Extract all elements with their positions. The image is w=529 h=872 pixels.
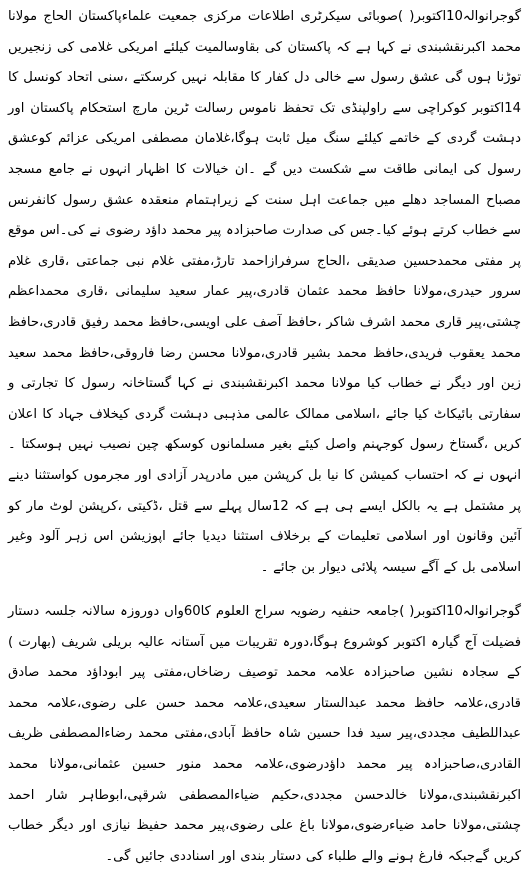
news-article-jamia-jalsa	[8, 597, 521, 872]
article-body: صوبائی سیکرٹری اطلاعات مرکزی جمعیت علماءپاکستان الحاج مولانا محمد اکبرنقشبندی نے کہا ہے کہ پاکستان کی بقاوسالمیت کیلئے امریکی غلامی کی زنجیریں توڑنا ہوں گی عشق رسول سے خالی دل کفار کا مقابلہ نہیں کرسکتے ،سنی اتحاد کونسل کا 14اکتوبر کوکراچی سے راولپنڈی تک تحفظ ناموس رسالت ٹرین مارچ استحکام پاکستان اور دہشت گردی کے خاتمے کیلئے سنگ میل ثابت ہوگا،غلامان مصطفی امریکی عزائم کوعشق رسول کی ایمانی طاقت سے شکست دیں گے ۔ان خیالات کا اظہار انہوں نے جامع مسجد مصباح المساجد دھلے میں جماعت اہل سنت کے زیراہتمام منعقدہ عشق رسول کانفرنس سے خطاب کرتے ہوئے کیا۔جس کی صدارت صاحبزادہ پیر محمد داؤد رضوی نے کی۔اس موقع پر مفتی محمدحسین صدیقی ،الحاج سرفرازاحمد تارڑ،مفتی غلام نبی جماعتی ،قاری غلام سرور حیدری،مولانا حافظ محمد عثمان قادری،پیر عمار سعید سلیمانی ،قاری محمداعظم چشتی،پیر قاری محمد اشرف شاکر ،حافظ آصف علی اویسی،حافظ محمد رفیق قادری،حافظ محمد یعقوب فریدی،حافظ محمد بشیر قادری،مولانا محسن رضا فاروقی،حافظ محمد سعید زین اور دیگر نے خطاب کیا مولانا محمد اکبرنقشبندی نے کہا گستاخانہ رسول کا تجارتی و سفارتی بائیکاٹ کیا جائے ،اسلامی ممالک عالمی مذہبی دہشت گردی کیخلاف جہاد کا اعلان کریں ،گستاخ رسول کوجہنم واصل کیئے بغیر مسلمانوں کوسکھ چین نصیب نہیں ہوسکتا ۔انہوں نے کہ احتساب کمیشن کا نیا بل کرپشن میں مادرپدر آزادی اور مجرموں کواستثنا دینے پر مشتمل ہے یہ بالکل ایسے ہی ہے کہ 12سال پہلے سے قتل ،ڈکیتی ،کرپشن لوٹ مار کو آئین وقانون اور اسلامی تعلیمات کے برخلاف استثنا دیدیا جائے اپوزیشن اس زہر آلود وغیر اسلامی بل کے آگے سیسہ پلائی دیوار بن جائے ۔	[8, 9, 521, 575]
article-dateline: گوجرانوالہ10اکتوبر( )	[399, 604, 521, 619]
article-dateline: گوجرانوالہ10اکتوبر( )	[397, 9, 521, 24]
news-article-trade-boycott	[8, 2, 521, 583]
article-body: جامعہ حنفیہ رضویہ سراج العلوم کا60واں دوروزہ سالانہ جلسہ دستار فضیلت آج گیارہ اکتوبر کوشروع ہوگا،دورہ تقریبات میں آستانہ عالیہ بریلی شریف (بھارت ) کے سجادہ نشین صاحبزادہ علامہ محمد توصیف رضاخاں،مفتی پیر ابوداؤد محمد صادق قادری،علامہ حافظ محمد عبدالستار سعیدی،علامہ محمد حسن علی رضوی،علامہ محمد عبداللطیف مجددی،پیر سید فدا حسین شاہ حافظ آبادی،مفتی محمد رضاءالمصطفی ظریف القادری،صاحبزادہ پیر محمد داؤدرضوی،علامہ محمد منور حسین عثمانی،مولانا محمد اکبرنقشبندی،مولانا خالدحسن مجددی،حکیم ضیاءالمصطفی شرقپی،ابوطاہر شار احمد چشتی،مولانا حامد ضیاءرضوی،مولانا باغ علی رضوی،پیر محمد حفیظ نیازی اور دیگر خطاب کریں گےجبکہ فارغ ہونے والے طلباء کی دستار بندی اور اسناددی جائیں گی۔	[8, 604, 521, 864]
